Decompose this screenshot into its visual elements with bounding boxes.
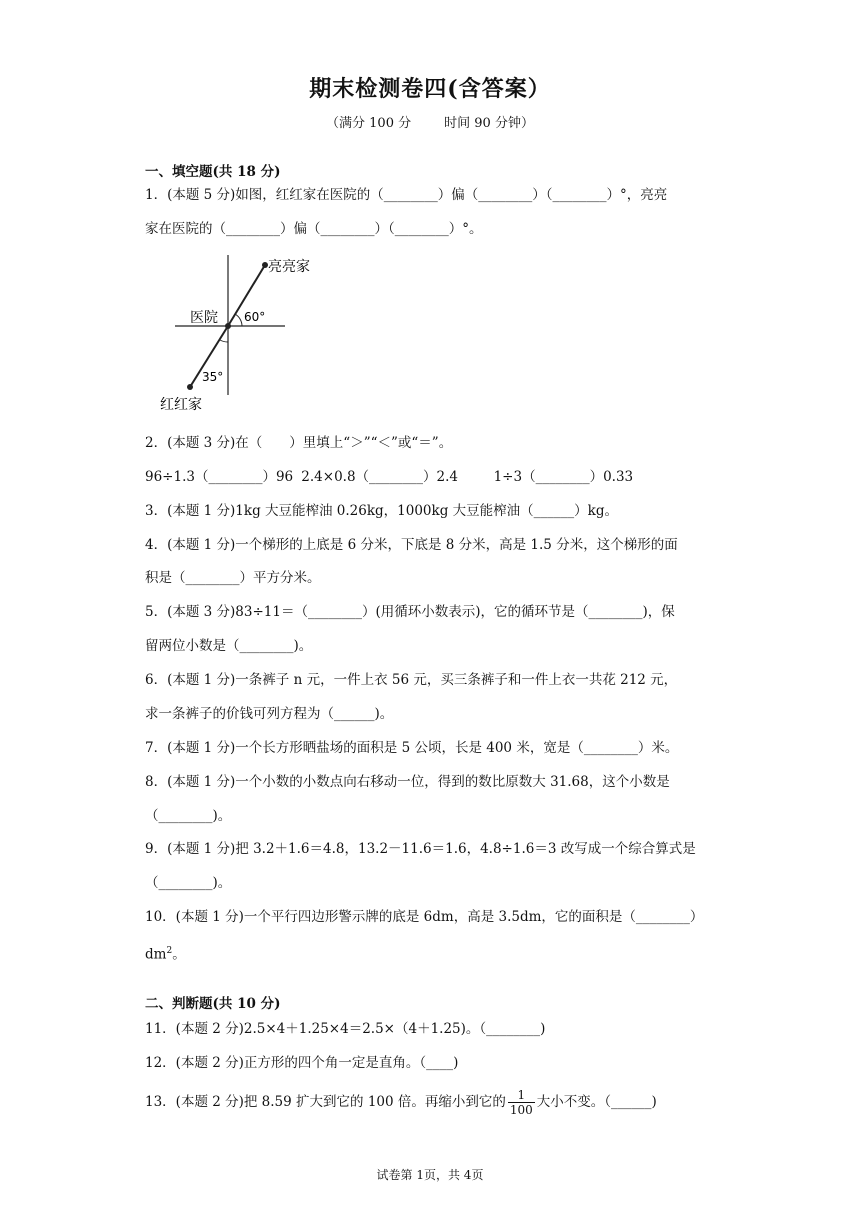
section-fill-blank-heading: 一、填空题(共 18 分) bbox=[145, 164, 281, 180]
question-2-part-2: 2.4×0.8（________）2.4 bbox=[301, 469, 459, 485]
honghong-home-label: 红红家 bbox=[160, 397, 202, 413]
section-judgement-heading: 二、判断题(共 10 分) bbox=[145, 996, 281, 1012]
question-8-line-2: （________)。 bbox=[145, 808, 232, 824]
lianglang-home-label: 亮亮家 bbox=[268, 259, 310, 275]
direction-figure bbox=[150, 250, 330, 420]
question-13 bbox=[145, 1086, 720, 1118]
exam-subtitle: （满分 100 分 时间 90 分钟） bbox=[326, 116, 534, 131]
angle-arc-35 bbox=[220, 340, 228, 342]
question-2-part-3: 1÷3（________）0.33 bbox=[493, 469, 634, 485]
question-6-line-1: 6．(本题 1 分)一条裤子 n 元，一件上衣 56 元，买三条裤子和一件上衣一共花 212 元， bbox=[145, 672, 678, 688]
question-11: 11．(本题 2 分)2.5×4＋1.25×4＝2.5×（4＋1.25)。（________) bbox=[145, 1021, 546, 1037]
question-13-after: 大小不变。（______) bbox=[536, 1094, 657, 1110]
hospital-dot bbox=[225, 323, 231, 329]
question-5-line-2: 留两位小数是（________)。 bbox=[145, 638, 313, 654]
fraction-numerator: 1 bbox=[508, 1088, 535, 1103]
angle-35-label: 35° bbox=[202, 370, 224, 384]
question-10-end: 。 bbox=[172, 946, 186, 963]
question-1-line-1: 1．(本题 5 分)如图，红红家在医院的（________）偏（________）（________）°，亮亮 bbox=[145, 187, 668, 203]
question-4-line-1: 4．(本题 1 分)一个梯形的上底是 6 分米，下底是 8 分米，高是 1.5 分米，这个梯形的面 bbox=[145, 537, 678, 553]
question-5-line-1: 5．(本题 3 分)83÷11＝（________）(用循环小数表示)，它的循环节是（________)，保 bbox=[145, 604, 675, 620]
question-9-line-2: （________)。 bbox=[145, 875, 232, 891]
question-2-stem: 2．(本题 3 分)在（ ）里填上“＞”“＜”或“＝”。 bbox=[145, 435, 453, 451]
page-footer: 试卷第 1页，共 4页 bbox=[376, 1168, 484, 1182]
question-9-line-1: 9．(本题 1 分)把 3.2＋1.6＝4.8，13.2－11.6＝1.6，4.8÷1.6＝3 改写成一个综合算式是 bbox=[145, 841, 696, 857]
angle-60-label: 60° bbox=[244, 310, 266, 324]
angle-arc-60 bbox=[235, 314, 242, 326]
question-4-line-2: 积是（________）平方分米。 bbox=[145, 570, 321, 586]
question-2-parts bbox=[145, 468, 720, 486]
question-12: 12．(本题 2 分)正方形的四个角一定是直角。（____) bbox=[145, 1055, 459, 1071]
question-1-line-2: 家在医院的（________）偏（________）（________）°。 bbox=[145, 221, 483, 237]
question-10-line-1: 10．(本题 1 分)一个平行四边形警示牌的底是 6dm，高是 3.5dm，它的面积是（________） bbox=[145, 909, 704, 925]
question-3: 3．(本题 1 分)1kg 大豆能榨油 0.26kg，1000kg 大豆能榨油（______）kg。 bbox=[145, 503, 618, 519]
question-2-part-1: 96÷1.3（________）96 bbox=[145, 469, 294, 485]
exam-title: 期末检测卷四(含答案） bbox=[309, 76, 551, 102]
question-7: 7．(本题 1 分)一个长方形晒盐场的面积是 5 公顷，长是 400 米，宽是（________）米。 bbox=[145, 740, 679, 756]
question-13-before: 13．(本题 2 分)把 8.59 扩大到它的 100 倍。再缩小到它的 bbox=[145, 1094, 506, 1110]
honghong-home-dot bbox=[187, 384, 193, 390]
hospital-label: 医院 bbox=[190, 310, 218, 326]
question-6-line-2: 求一条裤子的价钱可列方程为（______)。 bbox=[145, 706, 394, 722]
question-10-unit: dm bbox=[145, 946, 167, 963]
question-8-line-1: 8．(本题 1 分)一个小数的小数点向右移动一位，得到的数比原数大 31.68，这个小数是 bbox=[145, 774, 670, 790]
question-13-fraction bbox=[508, 1088, 535, 1117]
question-10-unit-exponent: 2 bbox=[166, 946, 173, 956]
question-10-line-2 bbox=[145, 942, 720, 964]
fraction-denominator: 100 bbox=[509, 1103, 533, 1117]
